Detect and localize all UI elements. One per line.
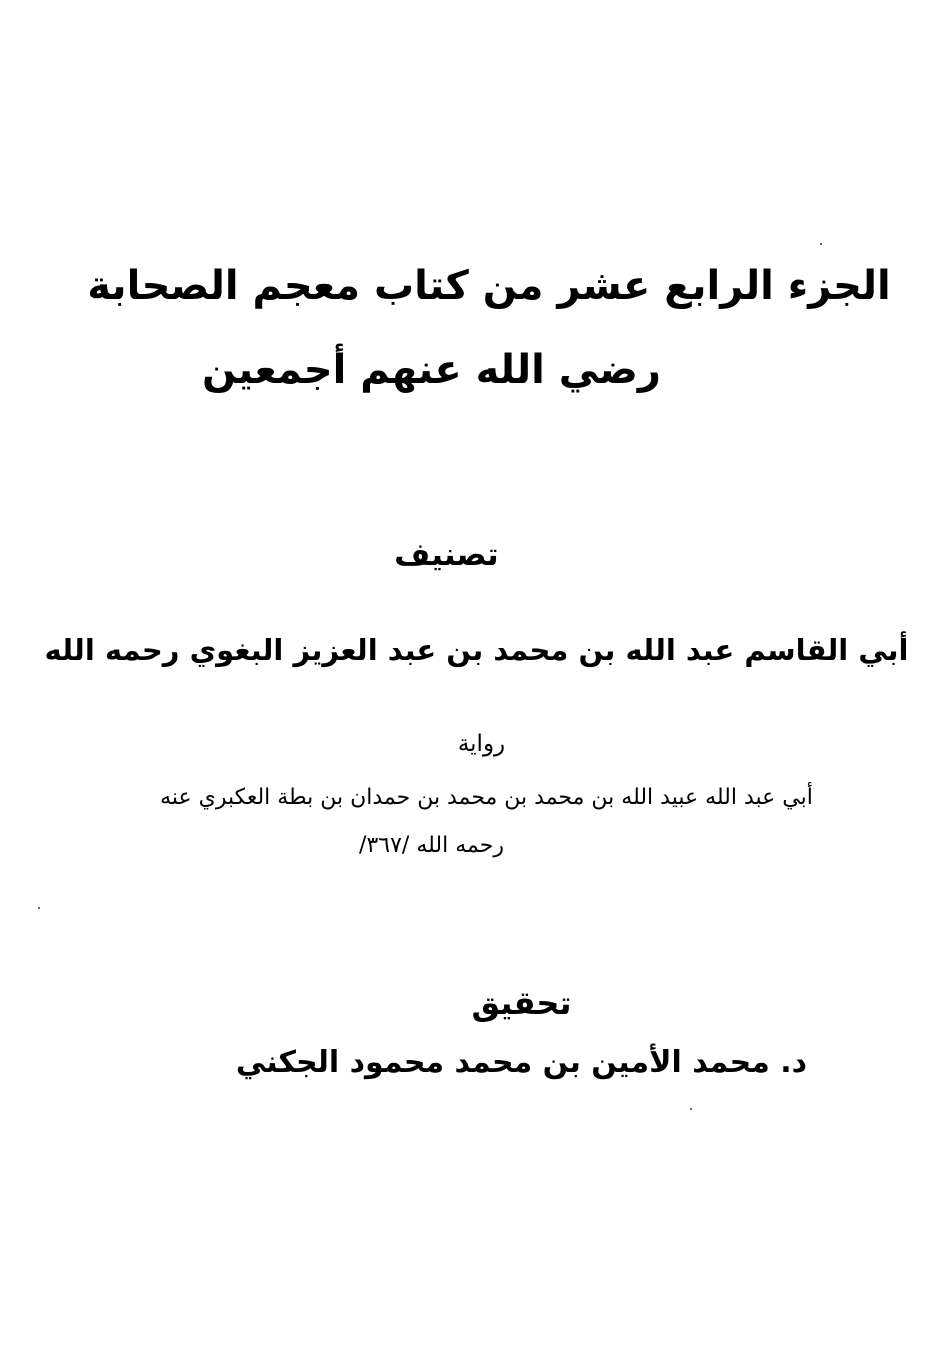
title-line-2: رضي الله عنهم أجمعين: [202, 347, 661, 393]
scan-speck: [690, 1108, 692, 1110]
compiled-by-label: تصنيف: [394, 537, 499, 573]
narrator-death-year: رحمه الله /٣٦٧/: [359, 833, 504, 858]
scan-speck: [38, 907, 40, 909]
editing-label: تحقيق: [471, 984, 572, 1022]
author-name: أبي القاسم عبد الله بن محمد بن عبد العزيز البغوي رحمه الله: [44, 633, 909, 667]
title-line-1: الجزء الرابع عشر من كتاب معجم الصحابة: [87, 263, 891, 309]
editor-name: د. محمد الأمين بن محمد محمود الجكني: [235, 1045, 808, 1080]
narrator-name: أبي عبد الله عبيد الله بن محمد بن محمد بن حمدان بن بطة العكبري عنه: [160, 785, 813, 810]
narration-label: رواية: [457, 731, 506, 757]
scan-speck: [820, 243, 822, 245]
